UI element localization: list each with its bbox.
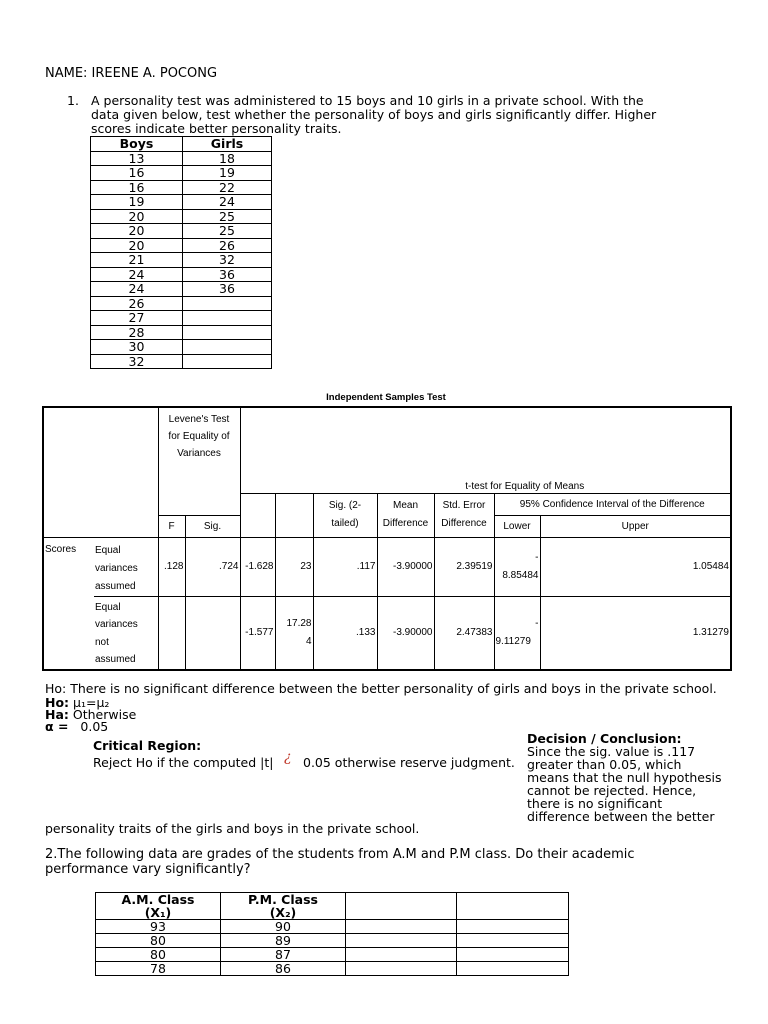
decision-line-2: greater than 0.05, which: [527, 757, 682, 772]
row2-stderr: 2.47383: [434, 596, 494, 670]
row2-lower-dash: -: [535, 617, 539, 629]
f-header: F: [158, 515, 185, 537]
sig-header: Sig.: [185, 515, 240, 537]
row1-sig2: .117: [313, 537, 377, 596]
levene-line-3: Variances: [177, 448, 221, 459]
blank-cell: [346, 962, 457, 976]
table-row: [96, 934, 569, 948]
row1-df: 23: [275, 537, 313, 596]
row1-t: -1.628: [240, 537, 275, 596]
critical-text-b: 0.05 otherwise reserve judgment.: [303, 755, 515, 770]
row2-label-line-2: variances: [95, 619, 138, 630]
girls-score: 22: [183, 180, 272, 195]
table-row: [91, 224, 272, 239]
row1-stderr: 2.39519: [434, 537, 494, 596]
corner-cell-2: [43, 493, 158, 515]
girls-score: 36: [183, 282, 272, 297]
row2-lower: [494, 596, 540, 670]
pm-grade: 86: [221, 962, 346, 976]
blank-header-3: [346, 893, 457, 920]
row1-label-line-3: assumed: [95, 580, 136, 592]
table-row: [91, 209, 272, 224]
table-row: [91, 354, 272, 369]
boys-score: 32: [91, 354, 183, 369]
blank-header-4: [457, 893, 569, 920]
row2-sig: [185, 596, 240, 670]
row2-label-line-4: assumed: [95, 654, 136, 665]
decision-line-5: there is no significant: [527, 796, 663, 811]
t-spacer: [240, 493, 275, 537]
decision-line-1: Since the sig. value is .117: [527, 744, 696, 759]
boys-score: 28: [91, 325, 183, 340]
table-row: [96, 948, 569, 962]
am-grade: 93: [96, 920, 221, 934]
h0-value: μ₁=μ₂: [73, 695, 110, 710]
table-row: [91, 166, 272, 181]
am-grade: 78: [96, 962, 221, 976]
ttest-header: t-test for Equality of Means: [240, 407, 731, 493]
girls-score: 32: [183, 253, 272, 268]
q1-line-3: scores indicate better personality traits.: [91, 121, 342, 136]
table-row: [96, 920, 569, 934]
h0-statement: Ho: There is no significant difference between the better personality of girls and boys in the private school.: [45, 681, 717, 696]
table-row: [91, 325, 272, 340]
table-row: [91, 311, 272, 326]
blank-cell: [457, 962, 569, 976]
levene-header: [158, 407, 240, 515]
row2-sig2: .133: [313, 596, 377, 670]
decision-line-6: difference between the better: [527, 809, 715, 824]
table-row: [91, 151, 272, 166]
conclusion-continuation: personality traits of the girls and boys in the private school.: [45, 821, 420, 836]
q1-line-2: data given below, test whether the personality of boys and girls significantly differ. Higher: [91, 107, 657, 122]
pm-grade: 87: [221, 948, 346, 962]
row2-df-line-2: 4: [305, 635, 312, 647]
row1-lower: [494, 537, 540, 596]
levene-line-1: Levene's Test: [168, 414, 230, 425]
girls-score: 36: [183, 267, 272, 282]
row2-label-line-1: Equal: [95, 601, 121, 613]
girls-score: 18: [183, 151, 272, 166]
blank-cell: [457, 948, 569, 962]
lower-header: Lower: [494, 515, 540, 537]
critical-title: Critical Region:: [93, 738, 202, 753]
girls-score: [183, 354, 272, 369]
critical-text-a: Reject Ho if the computed |t|: [93, 755, 274, 770]
q2-line-1: 2.The following data are grades of the students from A.M and P.M class. Do their academic: [45, 847, 635, 862]
pm-grade: 89: [221, 934, 346, 948]
boys-score: 20: [91, 209, 183, 224]
row2-upper: 1.31279: [540, 596, 731, 670]
boys-girls-table: [90, 136, 272, 369]
levene-line-2: for Equality of: [168, 431, 230, 442]
table-row: [91, 296, 272, 311]
row1-label: [94, 537, 158, 596]
spss-title: Independent Samples Test: [326, 392, 446, 403]
am-header: A.M. Class: [96, 893, 221, 907]
stderr-header-line-1: Std. Error: [442, 500, 486, 511]
q1-number: 1.: [67, 93, 79, 108]
girls-score: [183, 296, 272, 311]
sig2-header: [313, 493, 377, 537]
table-row: [91, 253, 272, 268]
row2-df-line-1: 17.28: [286, 617, 312, 629]
table-row: [91, 267, 272, 282]
table-row: [96, 962, 569, 976]
girls-score: 26: [183, 238, 272, 253]
row2-lower-value: 9.11279: [495, 635, 531, 647]
girls-score: 25: [183, 224, 272, 239]
table-row: [91, 180, 272, 195]
am-grade: 80: [96, 948, 221, 962]
q2-line-2: performance vary significantly?: [45, 862, 251, 877]
girls-score: [183, 311, 272, 326]
sig2-header-line-2: tailed): [331, 518, 359, 529]
boys-score: 19: [91, 195, 183, 210]
stderr-header: [434, 493, 494, 537]
boys-score: 24: [91, 282, 183, 297]
blank-cell: [346, 934, 457, 948]
pm-subheader: (X₂): [221, 906, 346, 920]
boys-score: 27: [91, 311, 183, 326]
student-name: NAME: IREENE A. POCONG: [45, 66, 218, 81]
row1-mean: -3.90000: [377, 537, 434, 596]
row1-sig: .724: [185, 537, 240, 596]
row2-label: [94, 596, 158, 670]
boys-score: 16: [91, 180, 183, 195]
boys-score: 16: [91, 166, 183, 181]
boys-score: 26: [91, 296, 183, 311]
decision-title: Decision / Conclusion:: [527, 731, 682, 746]
row2-mean: -3.90000: [377, 596, 434, 670]
boys-header: Boys: [91, 137, 183, 152]
table-row: [91, 195, 272, 210]
boys-score: 13: [91, 151, 183, 166]
ha-label: Ha:: [45, 707, 69, 722]
decision-line-4: cannot be rejected. Hence,: [527, 783, 697, 798]
am-pm-body: [96, 920, 569, 976]
am-pm-table: [95, 892, 569, 976]
row2-df: [275, 596, 313, 670]
blank-cell: [457, 934, 569, 948]
row1-label-line-1: Equal: [95, 544, 121, 556]
alpha-value: 0.05: [80, 719, 109, 734]
am-subheader: (X₁): [96, 906, 221, 920]
decision-body: [527, 745, 721, 823]
inverted-question-symbol: ¿: [284, 749, 292, 765]
q1-line-1: A personality test was administered to 15 boys and 10 girls in a private school. With the: [91, 93, 644, 108]
independent-samples-table: [42, 406, 732, 671]
blank-cell: [346, 948, 457, 962]
mean-header-line-2: Difference: [382, 518, 429, 529]
boys-girls-body: [91, 151, 272, 369]
pm-header: P.M. Class: [221, 893, 346, 907]
row1-label-line-2: variances: [95, 562, 138, 574]
alpha-line: [45, 720, 108, 734]
table-row: [91, 282, 272, 297]
girls-header: Girls: [183, 137, 272, 152]
boys-score: 20: [91, 238, 183, 253]
row1-f: .128: [158, 537, 185, 596]
girls-score: 24: [183, 195, 272, 210]
ha-value: Otherwise: [72, 707, 137, 722]
girls-score: 19: [183, 166, 272, 181]
row2-t: -1.577: [240, 596, 275, 670]
girls-score: [183, 340, 272, 355]
boys-score: 30: [91, 340, 183, 355]
girls-score: [183, 325, 272, 340]
row1-upper: 1.05484: [540, 537, 731, 596]
table-row: [91, 238, 272, 253]
mean-header: [377, 493, 434, 537]
row-label-scores: Scores: [43, 537, 94, 670]
boys-score: 20: [91, 224, 183, 239]
h0-label: Ho:: [45, 695, 70, 710]
row1-lower-value: 8.85484: [502, 569, 539, 581]
boys-score: 21: [91, 253, 183, 268]
boys-score: 24: [91, 267, 183, 282]
table-row: [91, 340, 272, 355]
blank-cell: [457, 920, 569, 934]
blank-cell: [346, 920, 457, 934]
am-grade: 80: [96, 934, 221, 948]
ci-header: 95% Confidence Interval of the Difference: [494, 493, 731, 515]
decision-line-3: means that the null hypothesis: [527, 770, 722, 785]
row1-lower-dash: -: [535, 551, 539, 563]
corner-cell-3: [43, 515, 158, 537]
df-spacer: [275, 493, 313, 537]
corner-cell: [43, 407, 158, 493]
row2-f: [158, 596, 185, 670]
girls-score: 25: [183, 209, 272, 224]
alpha-label: α =: [45, 719, 69, 734]
pm-grade: 90: [221, 920, 346, 934]
mean-header-line-1: Mean: [392, 500, 418, 511]
upper-header: Upper: [540, 515, 731, 537]
stderr-header-line-2: Difference: [441, 518, 487, 529]
sig2-header-line-1: Sig. (2-: [328, 500, 362, 511]
row2-label-line-3: not: [95, 636, 109, 648]
